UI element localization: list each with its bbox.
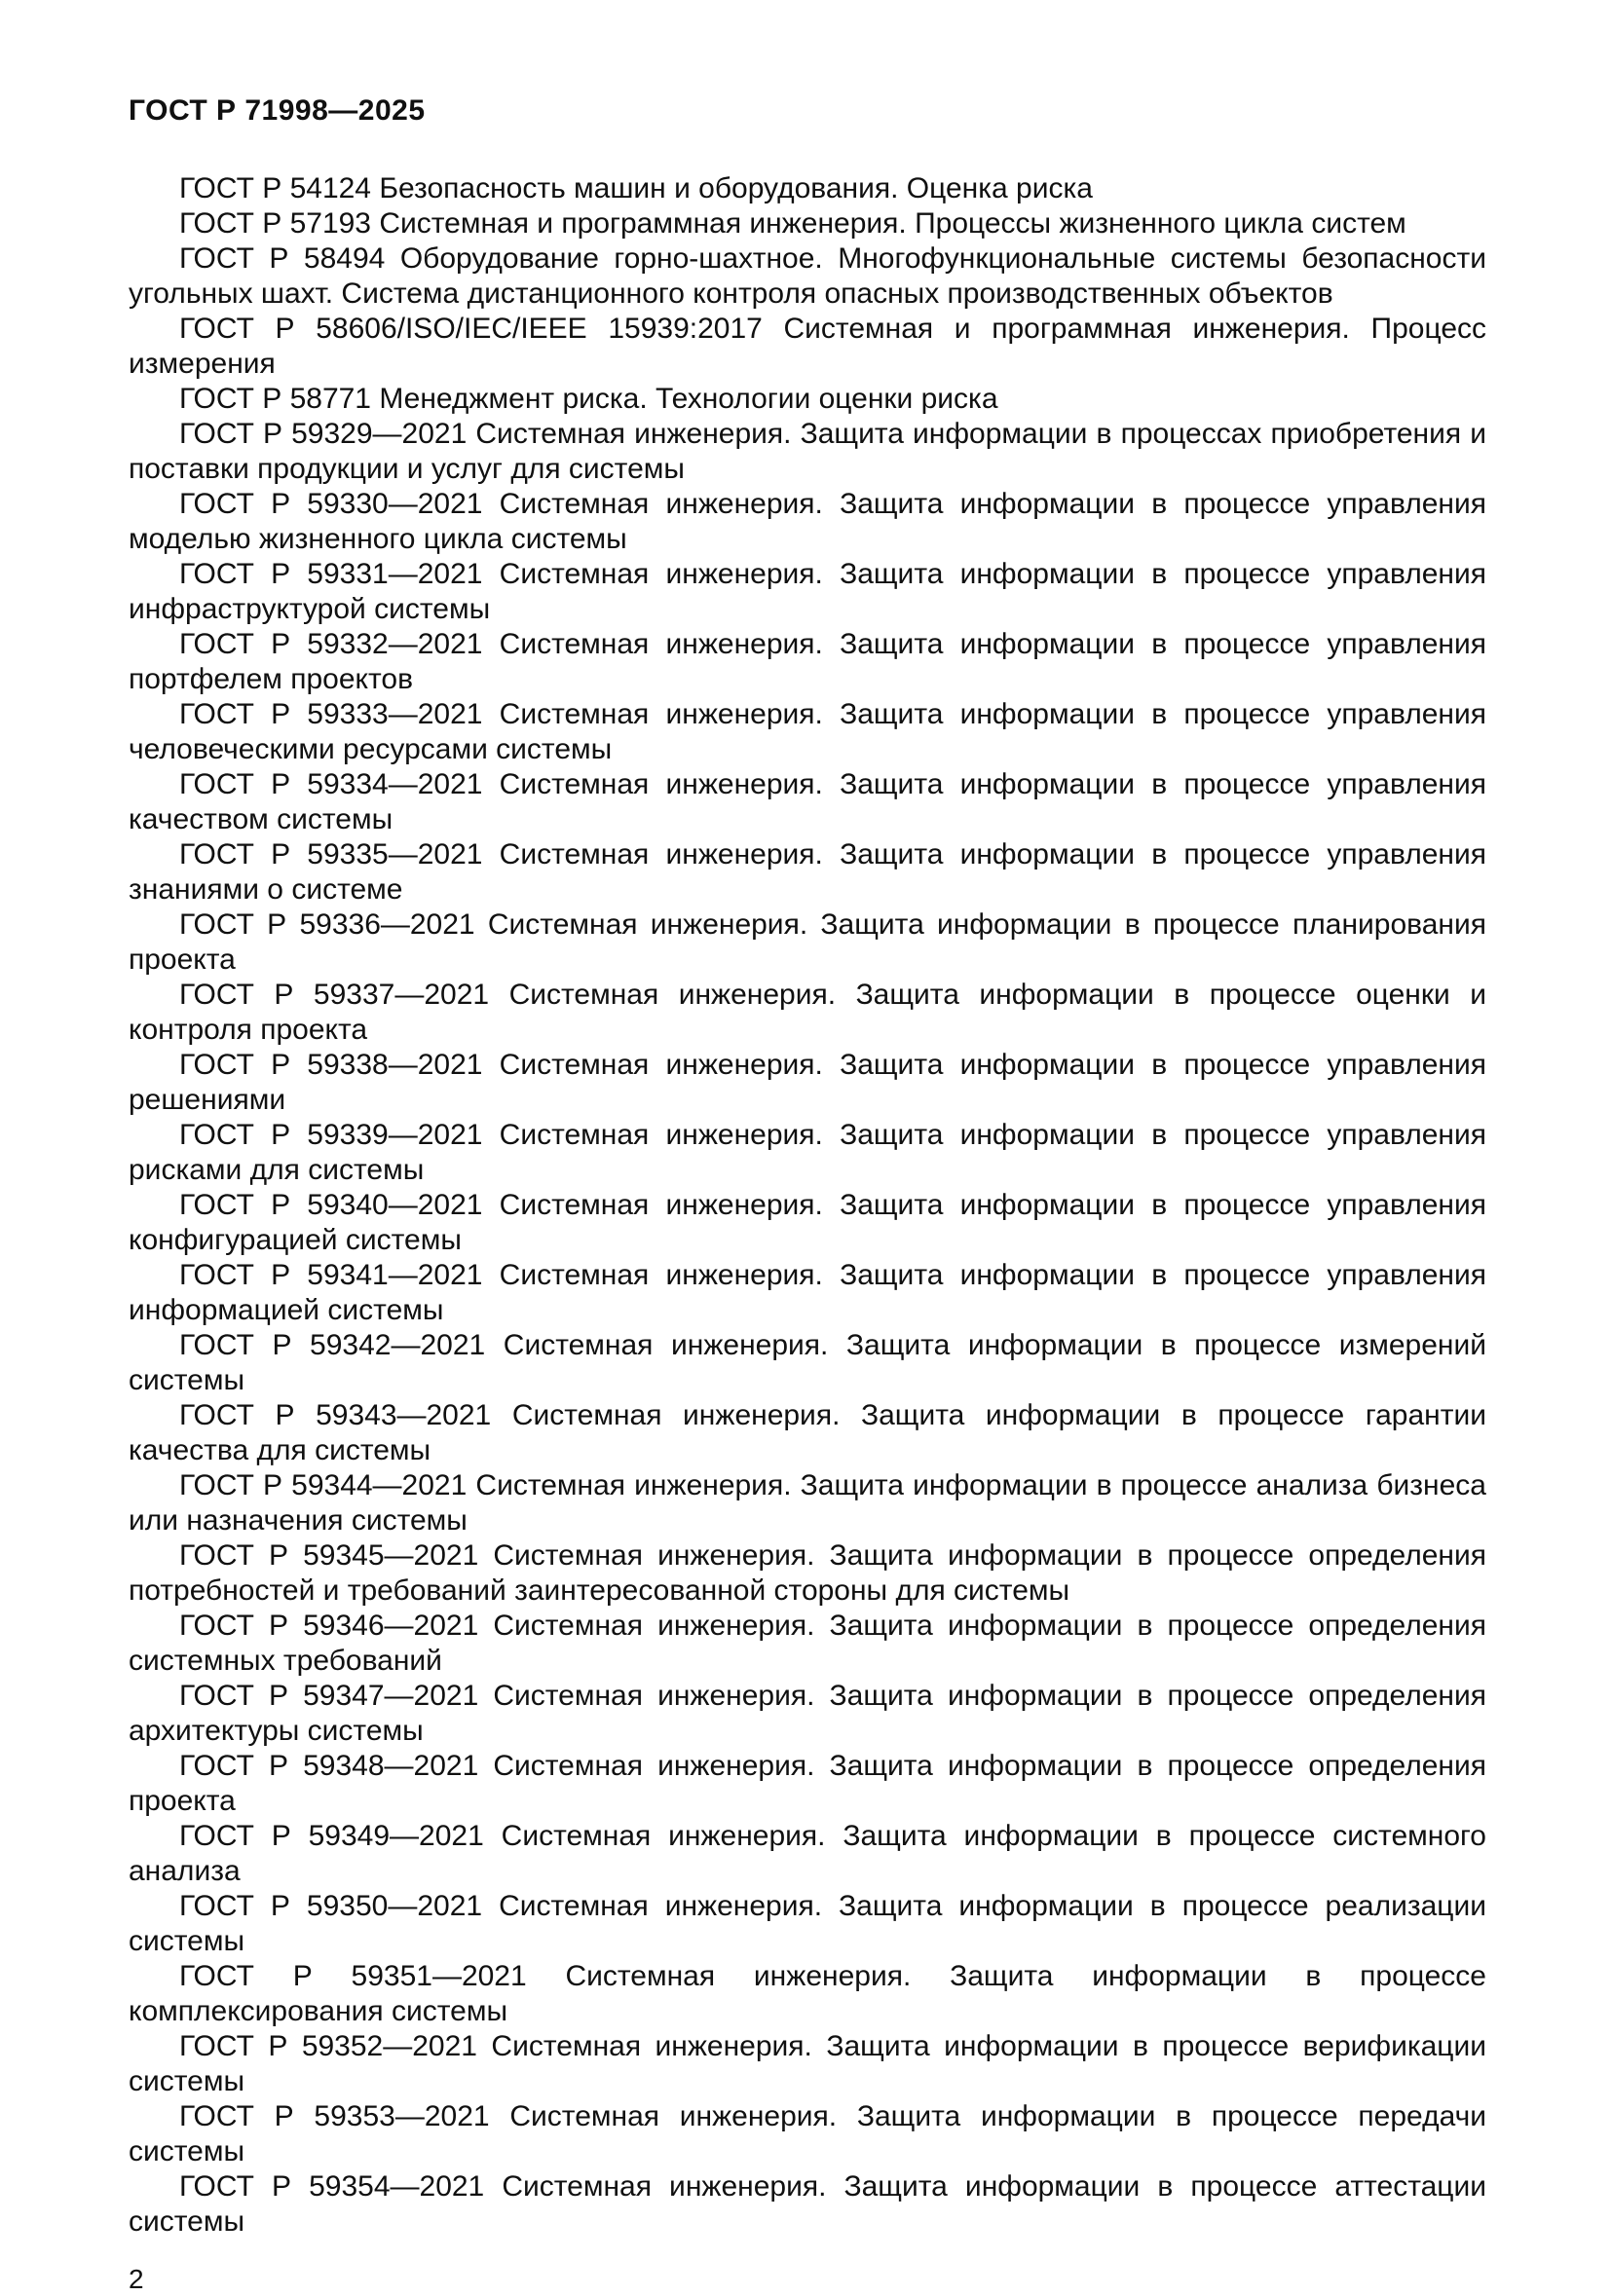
reference-item: ГОСТ Р 59334—2021 Системная инженерия. Защита информации в процессе управления качеством системы (129, 768, 1486, 835)
reference-item: ГОСТ Р 59341—2021 Системная инженерия. Защита информации в процессе управления информацией системы (129, 1259, 1486, 1326)
reference-item: ГОСТ Р 58771 Менеджмент риска. Технологии оценки риска (179, 383, 998, 415)
reference-item: ГОСТ Р 59330—2021 Системная инженерия. Защита информации в процессе управления моделью жизненного цикла системы (129, 488, 1486, 555)
reference-item: ГОСТ Р 57193 Системная и программная инженерия. Процессы жизненного цикла систем (179, 207, 1406, 240)
reference-item: ГОСТ Р 59340—2021 Системная инженерия. Защита информации в процессе управления конфигурацией системы (129, 1189, 1486, 1256)
references-list (129, 171, 1486, 2240)
reference-item: ГОСТ Р 59343—2021 Системная инженерия. Защита информации в процессе гарантии качества для системы (129, 1399, 1486, 1466)
reference-item: ГОСТ Р 59329—2021 Системная инженерия. Защита информации в процессах приобретения и поставки продукции и услуг для системы (129, 418, 1486, 485)
reference-item: ГОСТ Р 59338—2021 Системная инженерия. Защита информации в процессе управления решениями (129, 1049, 1486, 1116)
reference-item: ГОСТ Р 59336—2021 Системная инженерия. Защита информации в процессе планирования проекта (129, 908, 1486, 976)
reference-item: ГОСТ Р 59337—2021 Системная инженерия. Защита информации в процессе оценки и контроля проекта (129, 979, 1486, 1046)
reference-item: ГОСТ Р 59353—2021 Системная инженерия. Защита информации в процессе передачи системы (129, 2100, 1486, 2167)
reference-item: ГОСТ Р 59354—2021 Системная инженерия. Защита информации в процессе аттестации системы (129, 2170, 1486, 2238)
reference-item: ГОСТ Р 58494 Оборудование горно-шахтное. Многофункциональные системы безопасности угольных шахт. Система дистанционного контроля опасных производственных объектов (129, 242, 1486, 310)
reference-item: ГОСТ Р 59342—2021 Системная инженерия. Защита информации в процессе измерений системы (129, 1329, 1486, 1396)
reference-item: ГОСТ Р 58606/ISO/IEC/IEEE 15939:2017 Системная и программная инженерия. Процесс измерения (129, 313, 1486, 380)
reference-item: ГОСТ Р 59351—2021 Системная инженерия. Защита информации в процессе комплексирования системы (129, 1960, 1486, 2027)
reference-item: ГОСТ Р 59345—2021 Системная инженерия. Защита информации в процессе определения потребностей и требований заинтересованной стороны для системы (129, 1539, 1486, 1607)
reference-item: ГОСТ Р 59344—2021 Системная инженерия. Защита информации в процессе анализа бизнеса или назначения системы (129, 1469, 1486, 1537)
reference-item: ГОСТ Р 59335—2021 Системная инженерия. Защита информации в процессе управления знаниями о системе (129, 838, 1486, 906)
reference-item: ГОСТ Р 54124 Безопасность машин и оборудования. Оценка риска (179, 172, 1093, 204)
reference-item: ГОСТ Р 59346—2021 Системная инженерия. Защита информации в процессе определения системных требований (129, 1610, 1486, 1677)
page-number: 2 (129, 2264, 144, 2294)
reference-item: ГОСТ Р 59350—2021 Системная инженерия. Защита информации в процессе реализации системы (129, 1890, 1486, 1957)
reference-item: ГОСТ Р 59349—2021 Системная инженерия. Защита информации в процессе системного анализа (129, 1820, 1486, 1887)
reference-item: ГОСТ Р 59333—2021 Системная инженерия. Защита информации в процессе управления человеческими ресурсами системы (129, 698, 1486, 765)
reference-item: ГОСТ Р 59339—2021 Системная инженерия. Защита информации в процессе управления рисками для системы (129, 1119, 1486, 1186)
reference-item: ГОСТ Р 59332—2021 Системная инженерия. Защита информации в процессе управления портфелем проектов (129, 628, 1486, 695)
reference-item: ГОСТ Р 59331—2021 Системная инженерия. Защита информации в процессе управления инфраструктурой системы (129, 558, 1486, 625)
reference-item: ГОСТ Р 59352—2021 Системная инженерия. Защита информации в процессе верификации системы (129, 2030, 1486, 2097)
reference-item: ГОСТ Р 59348—2021 Системная инженерия. Защита информации в процессе определения проекта (129, 1750, 1486, 1817)
running-header: ГОСТ Р 71998—2025 (129, 94, 426, 127)
reference-item: ГОСТ Р 59347—2021 Системная инженерия. Защита информации в процессе определения архитектуры системы (129, 1680, 1486, 1747)
